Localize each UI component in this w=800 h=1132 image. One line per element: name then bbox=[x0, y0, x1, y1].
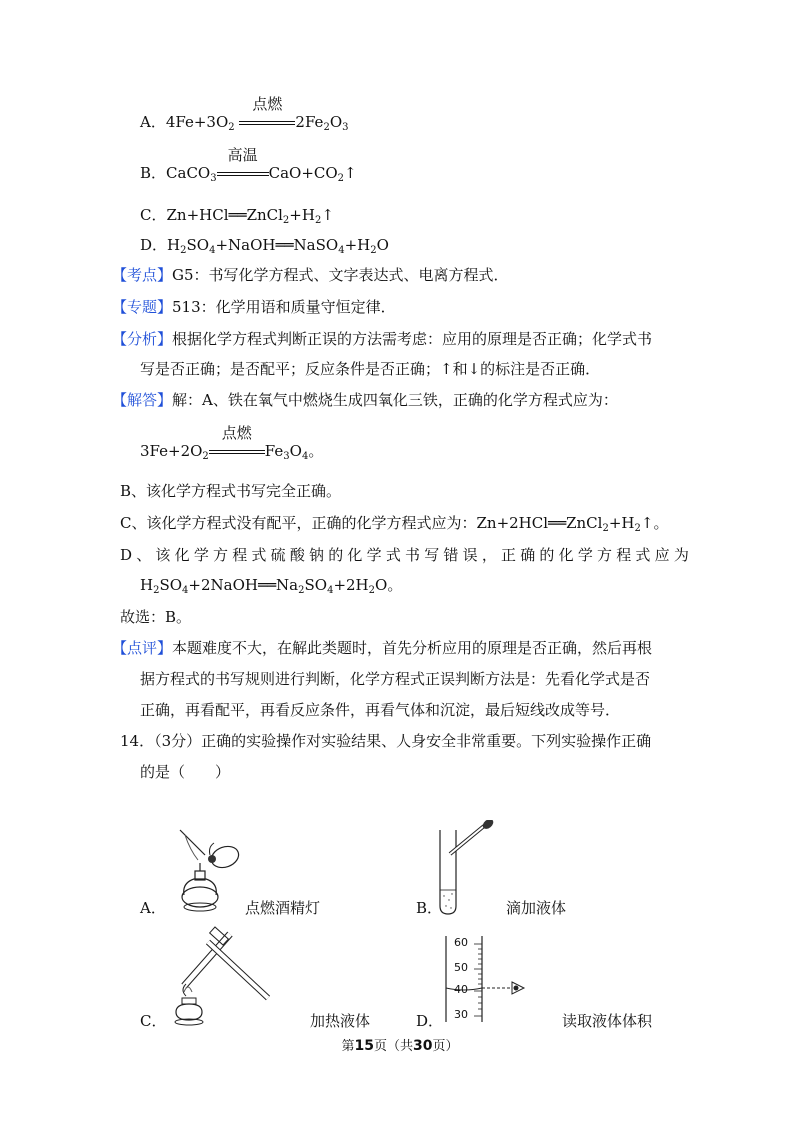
kaodian-line: 【考点】G5：书写化学方程式、文字表达式、电离方程式． bbox=[112, 266, 509, 284]
kaodian-tag: 【考点】 bbox=[112, 266, 173, 284]
fenxi-line-1: 【分析】根据化学方程式判断正误的方法需考虑：应用的原理是否正确；化学式书 bbox=[112, 330, 653, 348]
dianping-tag: 【点评】 bbox=[112, 639, 173, 657]
jieda-line-c: C、该化学方程式没有配平，正确的化学方程式应为：$Zn+2HCl══ZnCl_2+H_2↑$。 bbox=[120, 514, 669, 534]
jieda-tag: 【解答】 bbox=[112, 391, 173, 409]
option-b-equation: B．CaCO$_3$ 高温 $CaO+CO_2↑$ bbox=[140, 146, 357, 184]
figure-b-label: B． bbox=[416, 899, 443, 917]
figure-a-label: A． bbox=[140, 899, 166, 917]
jieda-line-1: 【解答】解：A、铁在氧气中燃烧生成四氧化三铁，正确的化学方程式应为： bbox=[112, 391, 618, 409]
zhuanti-line: 【专题】513：化学用语和质量守恒定律． bbox=[112, 298, 396, 316]
cylinder-tick-50: 50 bbox=[454, 961, 468, 974]
question-14-line-1: 14．（3分）正确的实验操作对实验结果、人身安全非常重要。下列实验操作正确 bbox=[120, 732, 652, 750]
reaction-condition-arrow: 高温 bbox=[217, 164, 269, 182]
dianping-line-1: 【点评】本题难度不大，在解此类题时，首先分析应用的原理是否正确，然后再根 bbox=[112, 639, 653, 657]
fenxi-line-2: 写是否正确；是否配平；反应条件是否正确；↑和↓的标注是否正确． bbox=[140, 360, 601, 378]
page-footer: 第15页（共30页） bbox=[341, 1038, 459, 1054]
jieda-line-b: B、该化学方程式书写完全正确。 bbox=[120, 482, 342, 500]
jieda-line-d: D、该化学方程式硫酸钠的化学式书写错误，正确的化学方程式应为 bbox=[120, 546, 694, 564]
option-d-equation: D．$H_2SO_4+NaOH══NaSO_4+H_2O$ bbox=[140, 236, 389, 256]
page-total: 30 bbox=[413, 1038, 433, 1054]
figure-d-caption: 读取液体体积 bbox=[562, 1012, 653, 1030]
answer-line: 故选：B。 bbox=[120, 608, 192, 626]
dianping-line-3: 正确，再看配平，再看反应条件，再看气体和沉淀，最后短线改成等号． bbox=[140, 701, 621, 719]
heating-liquid-figure bbox=[170, 918, 280, 1028]
figure-a-caption: 点燃酒精灯 bbox=[245, 899, 321, 917]
reaction-condition-arrow: 点燃 bbox=[209, 442, 265, 460]
figure-c-label: C． bbox=[140, 1012, 167, 1030]
jieda-line-d-equation: $H_2SO_4+2NaOH══Na_2SO_4+2H_2O$。 bbox=[140, 576, 403, 596]
fenxi-tag: 【分析】 bbox=[112, 330, 173, 348]
cylinder-tick-40: 40 bbox=[454, 983, 468, 996]
option-c-equation: C．$Zn+HCl══ZnCl_2+H_2↑$ bbox=[140, 206, 334, 226]
cylinder-tick-30: 30 bbox=[454, 1008, 468, 1021]
reaction-condition-arrow: 点燃 bbox=[239, 113, 295, 131]
option-a-equation: A．$4Fe+3O_2$ 点燃 $2Fe_2O_3$ bbox=[140, 95, 349, 133]
figure-d-label: D． bbox=[416, 1012, 444, 1030]
graduated-cylinder-figure bbox=[440, 936, 540, 1026]
dianping-line-2: 据方程式的书写规则进行判断，化学方程式正误判断方法是：先看化学式是否 bbox=[140, 670, 651, 688]
figure-c-caption: 加热液体 bbox=[310, 1012, 371, 1030]
zhuanti-tag: 【专题】 bbox=[112, 298, 173, 316]
cylinder-tick-60: 60 bbox=[454, 936, 468, 949]
dropper-test-tube-figure bbox=[432, 820, 502, 920]
figure-b-caption: 滴加液体 bbox=[506, 899, 567, 917]
alcohol-lamp-lighting-figure bbox=[170, 825, 245, 915]
page-number: 15 bbox=[354, 1038, 374, 1054]
jieda-equation-a: $3Fe+2O_2$ 点燃 $Fe_3O_4$。 bbox=[140, 424, 324, 462]
question-14-line-2: 的是（ ） bbox=[140, 763, 231, 781]
